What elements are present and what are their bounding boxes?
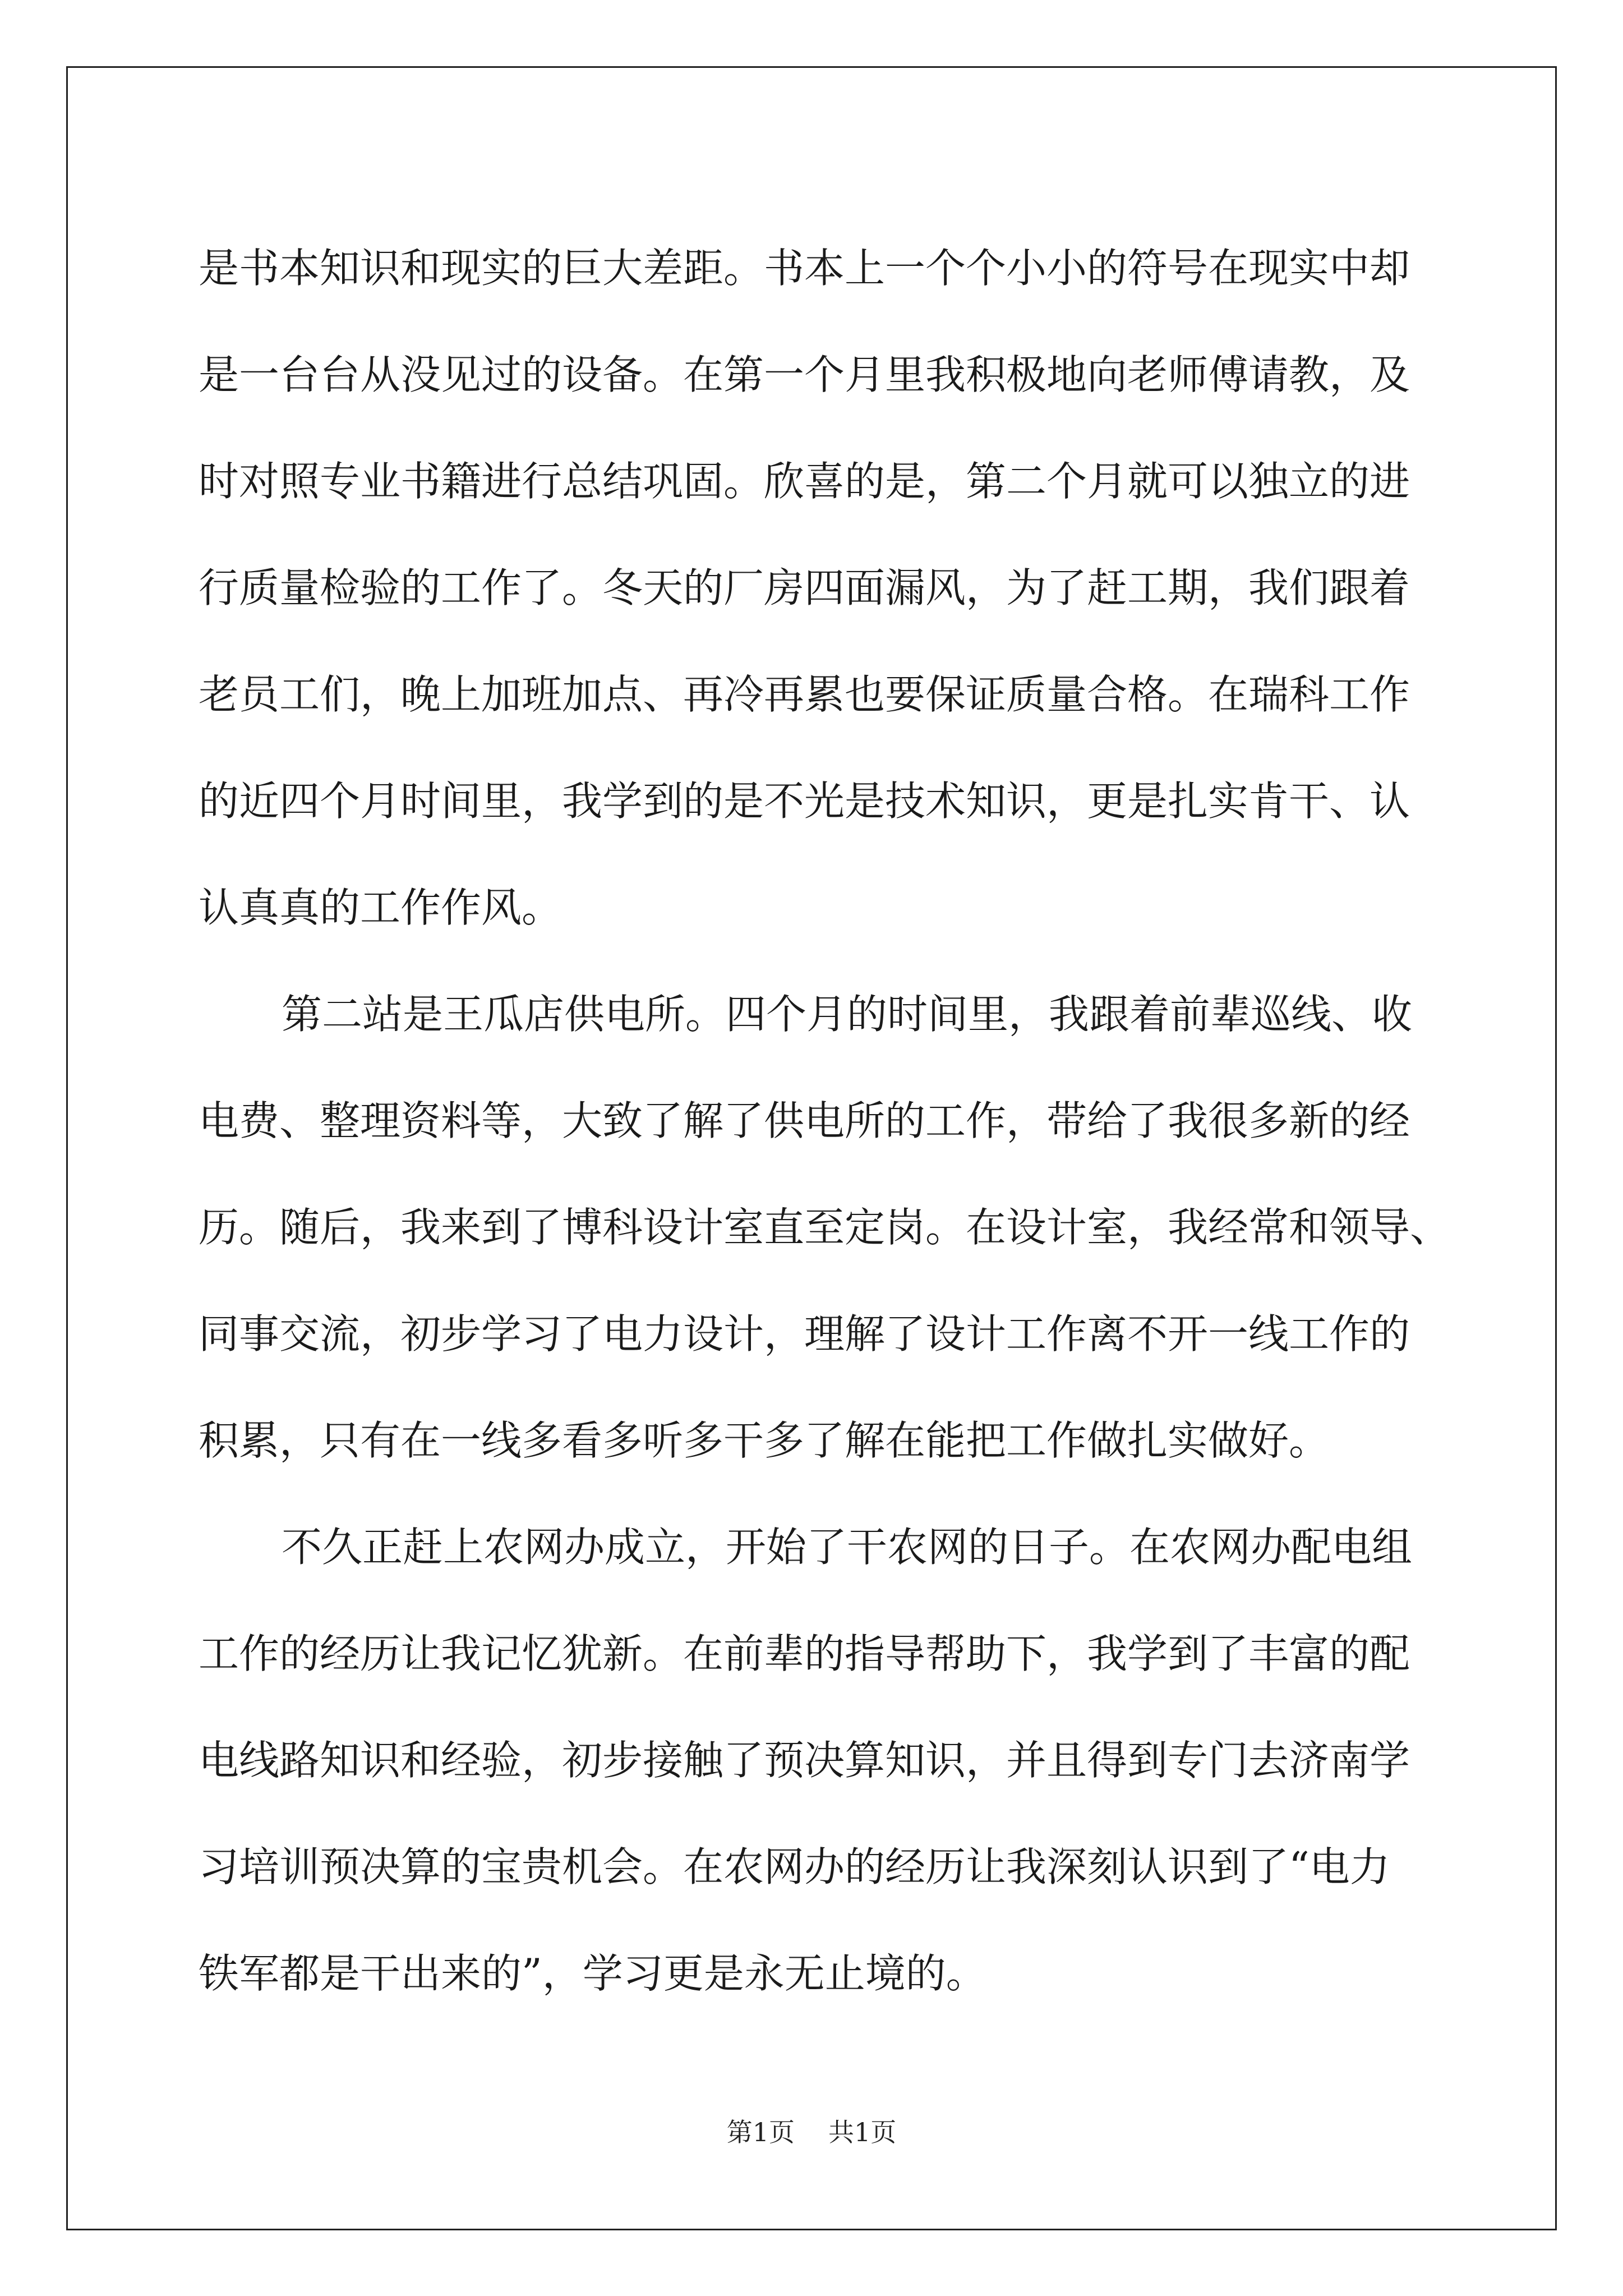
text-line: 不久正赶上农网办成立，开始了干农网的日子。在农网办配电组	[282, 1524, 1413, 1571]
text-line: 是一台台从没见过的设备。在第一个月里我积极地向老师傅请教，及	[199, 351, 1410, 398]
text-line: 是书本知识和现实的巨大差距。书本上一个个小小的符号在现实中却	[199, 245, 1410, 292]
text-line: 时对照专业书籍进行总结巩固。欣喜的是，第二个月就可以独立的进	[199, 458, 1410, 505]
text-line: 第二站是王瓜店供电所。四个月的时间里，我跟着前辈巡线、收	[282, 991, 1413, 1038]
text-line: 习培训预决算的宝贵机会。在农网办的经历让我深刻认识到了“电力	[199, 1843, 1390, 1890]
text-line: 历。随后，我来到了博科设计室直至定岗。在设计室，我经常和领导、	[199, 1204, 1451, 1251]
paragraph	[199, 1494, 1432, 2027]
text-line: 电线路知识和经验，初步接触了预决算知识，并且得到专门去济南学	[199, 1737, 1410, 1784]
text-line: 老员工们，晚上加班加点、再冷再累也要保证质量合格。在瑞科工作	[199, 671, 1410, 718]
text-line: 电费、整理资料等，大致了解了供电所的工作，带给了我很多新的经	[199, 1097, 1410, 1144]
text-line: 同事交流，初步学习了电力设计，理解了设计工作离不开一线工作的	[199, 1310, 1410, 1358]
paragraph	[199, 961, 1451, 1494]
text-line: 铁军都是干出来的”，学习更是永无止境的。	[199, 1950, 986, 1997]
text-line: 工作的经历让我记忆犹新。在前辈的指导帮助下，我学到了丰富的配	[199, 1630, 1410, 1677]
page-footer	[0, 2112, 1623, 2149]
page-number: 第1页	[726, 2117, 795, 2147]
document-body	[199, 215, 1451, 2027]
paragraph	[199, 215, 1432, 961]
text-line: 行质量检验的工作了。冬天的厂房四面漏风，为了赶工期，我们跟着	[199, 564, 1410, 611]
text-line: 认真真的工作作风。	[199, 884, 562, 931]
page-total: 共1页	[828, 2117, 897, 2147]
text-line: 的近四个月时间里，我学到的是不光是技术知识，更是扎实肯干、认	[199, 777, 1410, 825]
text-line: 积累，只有在一线多看多听多干多了解在能把工作做扎实做好。	[199, 1417, 1330, 1464]
